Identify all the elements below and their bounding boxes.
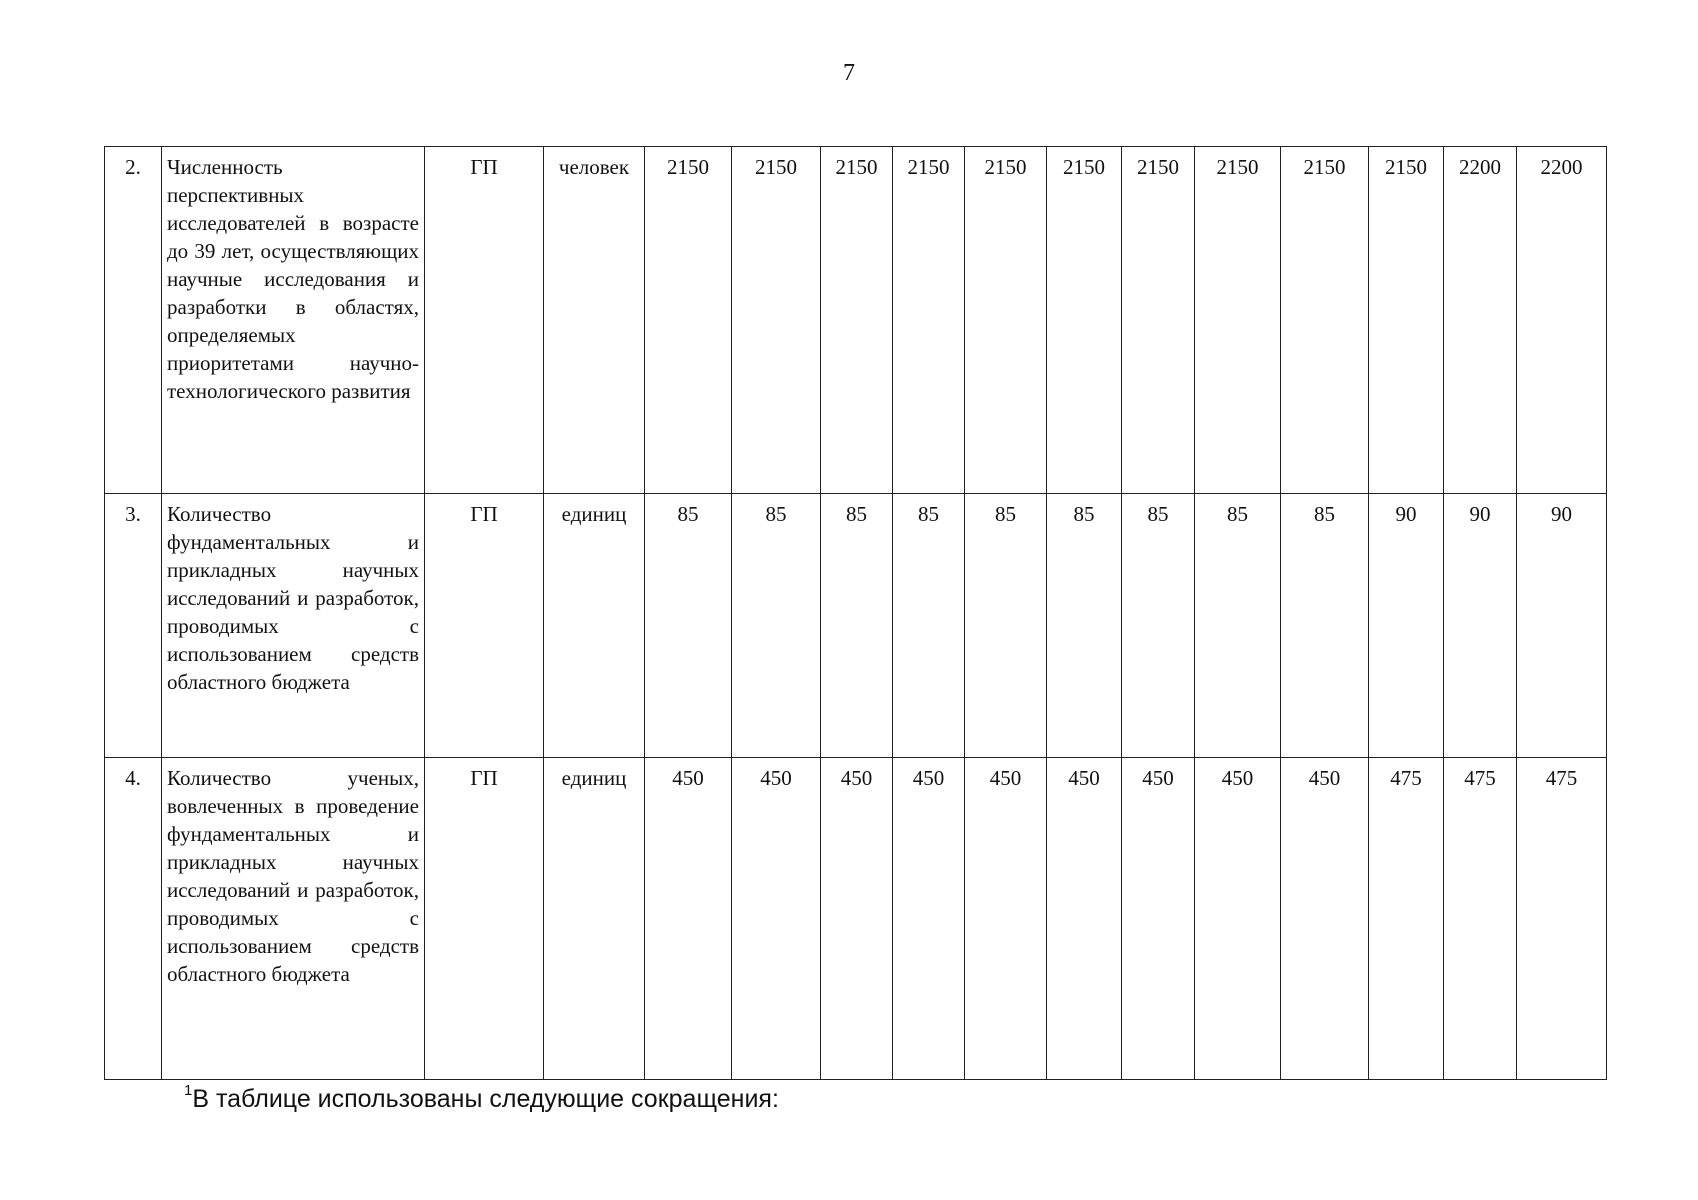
value-cell: 2200 bbox=[1517, 147, 1607, 494]
value-cell: 2150 bbox=[1281, 147, 1369, 494]
source-code: ГП bbox=[425, 758, 544, 1080]
value-cell: 450 bbox=[1122, 758, 1195, 1080]
value-cell: 2150 bbox=[965, 147, 1047, 494]
source-code: ГП bbox=[425, 147, 544, 494]
value-cell: 450 bbox=[893, 758, 965, 1080]
row-number: 4. bbox=[105, 758, 162, 1080]
value-cell: 90 bbox=[1369, 494, 1444, 758]
value-cell: 2150 bbox=[645, 147, 732, 494]
value-cell: 90 bbox=[1517, 494, 1607, 758]
value-cell: 2150 bbox=[1369, 147, 1444, 494]
footnote-text: В таблице использованы следующие сокращения: bbox=[192, 1085, 779, 1113]
value-cell: 85 bbox=[1047, 494, 1122, 758]
unit-of-measure: человек bbox=[544, 147, 645, 494]
value-cell: 85 bbox=[1281, 494, 1369, 758]
value-cell: 475 bbox=[1517, 758, 1607, 1080]
value-cell: 450 bbox=[821, 758, 893, 1080]
page-number: 7 bbox=[843, 60, 855, 86]
value-cell: 450 bbox=[1195, 758, 1281, 1080]
value-cell: 450 bbox=[645, 758, 732, 1080]
indicator-name: Количество фундаментальных и прикладных научных исследований и разработок, проводимых с использованием средств областного бюджета bbox=[162, 494, 425, 758]
unit-of-measure: единиц bbox=[544, 494, 645, 758]
value-cell: 450 bbox=[1047, 758, 1122, 1080]
value-cell: 450 bbox=[1281, 758, 1369, 1080]
indicators-table bbox=[104, 146, 1607, 1080]
value-cell: 2150 bbox=[893, 147, 965, 494]
table-row bbox=[105, 147, 1607, 494]
value-cell: 475 bbox=[1444, 758, 1517, 1080]
row-number: 2. bbox=[105, 147, 162, 494]
footnote bbox=[184, 1082, 779, 1114]
value-cell: 85 bbox=[645, 494, 732, 758]
value-cell: 2200 bbox=[1444, 147, 1517, 494]
value-cell: 85 bbox=[1195, 494, 1281, 758]
value-cell: 475 bbox=[1369, 758, 1444, 1080]
value-cell: 85 bbox=[732, 494, 821, 758]
source-code: ГП bbox=[425, 494, 544, 758]
footnote-marker: 1 bbox=[184, 1082, 193, 1099]
value-cell: 85 bbox=[1122, 494, 1195, 758]
table-row bbox=[105, 494, 1607, 758]
table-body bbox=[105, 147, 1607, 1080]
unit-of-measure: единиц bbox=[544, 758, 645, 1080]
table-row bbox=[105, 758, 1607, 1080]
indicator-name: Количество ученых, вовлеченных в проведение фундаментальных и прикладных научных исследований и разработок, проводимых с использованием средств областного бюджета bbox=[162, 758, 425, 1080]
value-cell: 450 bbox=[732, 758, 821, 1080]
row-number: 3. bbox=[105, 494, 162, 758]
value-cell: 85 bbox=[965, 494, 1047, 758]
value-cell: 85 bbox=[893, 494, 965, 758]
value-cell: 90 bbox=[1444, 494, 1517, 758]
value-cell: 2150 bbox=[1122, 147, 1195, 494]
value-cell: 450 bbox=[965, 758, 1047, 1080]
value-cell: 2150 bbox=[1047, 147, 1122, 494]
value-cell: 2150 bbox=[821, 147, 893, 494]
value-cell: 85 bbox=[821, 494, 893, 758]
indicator-name: Численность перспективных исследователей в возрасте до 39 лет, осуществляющих научные исследования и разработки в областях, определяемых приоритетами научно-технологического развития bbox=[162, 147, 425, 494]
value-cell: 2150 bbox=[1195, 147, 1281, 494]
value-cell: 2150 bbox=[732, 147, 821, 494]
